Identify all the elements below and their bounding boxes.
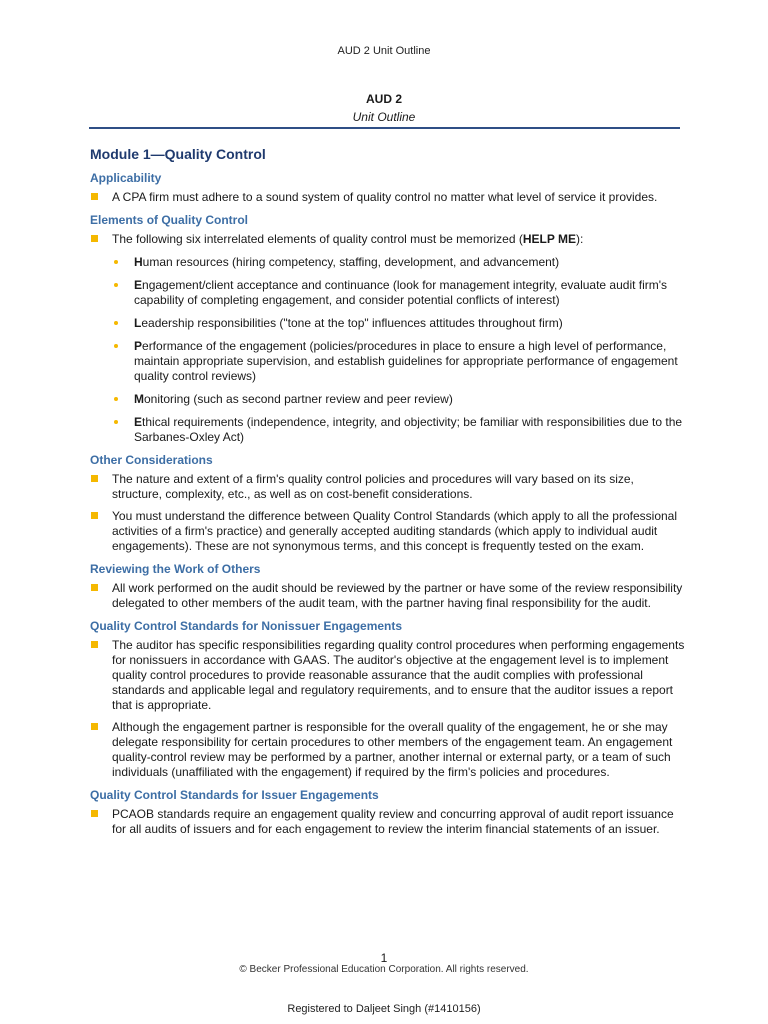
dot-bullet-icon — [114, 260, 118, 264]
page-number: 1 — [380, 951, 388, 965]
sub-list-item-text: erformance of the engagement (policies/procedures in place to ensure a high level of performance, maintain appropriate supervision, and establish guidelines for appropriate performance of engagement quality control reviews) — [134, 339, 678, 383]
mnemonic-letter: M — [134, 392, 144, 406]
section-heading-elements: Elements of Quality Control — [90, 213, 249, 227]
list-item — [90, 472, 685, 502]
square-bullet-icon — [91, 641, 98, 648]
document-title: AUD 2 — [365, 92, 402, 106]
section-heading-applicability: Applicability — [90, 171, 162, 185]
dot-bullet-icon — [114, 420, 118, 424]
square-bullet-icon — [91, 193, 98, 200]
list-item-text: A CPA firm must adhere to a sound system of quality control no matter what level of service it provides. — [112, 190, 658, 204]
section-heading-issuer: Quality Control Standards for Issuer Engagements — [90, 788, 379, 802]
dot-bullet-icon — [114, 283, 118, 287]
module-title: Module 1—Quality Control — [90, 146, 266, 162]
list-item-text: Although the engagement partner is responsible for the overall quality of the engagement, he or she may delegate responsibility for certain procedures to other members of the engagement team. An engagement quality-control review may be performed by a partner, another internal or external party, or a team of such individuals (unaffiliated with the engagement) if required by the firm's policies and procedures. — [112, 720, 673, 779]
sub-list-item — [112, 278, 685, 308]
running-header: AUD 2 Unit Outline — [337, 45, 431, 57]
dot-bullet-icon — [114, 344, 118, 348]
mnemonic-letter: E — [134, 415, 143, 429]
list-item-text: The nature and extent of a firm's quality control policies and procedures will vary based on its size, structure, complexity, etc., as well as on cost-benefit considerations. — [112, 472, 634, 501]
list-item-text-end: ): — [575, 232, 584, 246]
sub-list-item-text: ngagement/client acceptance and continuance (look for management integrity, evaluate audit firm's capability of completing engagement, and consider potential conflicts of interest) — [134, 278, 668, 307]
sub-list-item — [112, 392, 685, 407]
dot-bullet-icon — [114, 397, 118, 401]
list-item — [90, 509, 685, 554]
copyright-notice: © Becker Professional Education Corporation. All rights reserved. — [239, 964, 529, 975]
sub-list-item-text: thical requirements (independence, integrity, and objectivity; be familiar with responsibilities due to the Sarbanes-Oxley Act) — [134, 415, 683, 444]
sub-list-item — [112, 316, 685, 331]
list-item-text: The auditor has specific responsibilities regarding quality control procedures when performing engagements for nonissuers in accordance with GAAS. The auditor's objective at the engagement level is to implement quality control procedures to provide reasonable assurance that the audit complies with professional standards and applicable legal and regulatory requirements, and to ensure that the auditor issues a report that is appropriate. — [112, 638, 685, 712]
sub-list-item — [112, 339, 685, 384]
sub-list — [112, 255, 685, 445]
list-item-text: PCAOB standards require an engagement quality review and concurring approval of audit report issuance for all audits of issuers and for each engagement to review the interim financial statements of an issuer. — [112, 807, 674, 836]
square-bullet-icon — [91, 584, 98, 591]
list-item — [90, 807, 685, 837]
square-bullet-icon — [91, 723, 98, 730]
sub-list-item — [112, 415, 685, 445]
sub-list-item-text: onitoring (such as second partner review and peer review) — [144, 392, 453, 406]
title-divider — [89, 127, 680, 129]
sub-list-item-text: eadership responsibilities ("tone at the top" influences attitudes throughout firm) — [141, 316, 563, 330]
registration-notice: Registered to Daljeet Singh (#1410156) — [287, 1003, 481, 1015]
square-bullet-icon — [91, 512, 98, 519]
mnemonic-letter: E — [134, 278, 143, 292]
mnemonic-letter: L — [134, 316, 142, 330]
list-item-text: All work performed on the audit should be reviewed by the partner or have some of the review responsibility delegated to other members of the audit team, with the partner having final responsibility for the audit. — [112, 581, 683, 610]
section-heading-other-considerations: Other Considerations — [90, 453, 213, 467]
mnemonic-letter: P — [134, 339, 143, 353]
mnemonic-text: HELP ME — [522, 232, 576, 246]
list-item-text: You must understand the difference between Quality Control Standards (which apply to all the professional activities of a firm's practice) and generally accepted auditing standards (which apply to individual audit engagements). These are not synonymous terms, and this concept is frequently tested on the exam. — [112, 509, 678, 553]
section-heading-reviewing: Reviewing the Work of Others — [90, 562, 261, 576]
list-item — [90, 638, 685, 713]
list-item — [90, 581, 685, 611]
list-item — [90, 190, 685, 205]
square-bullet-icon — [91, 475, 98, 482]
list-item — [90, 232, 685, 445]
document-subtitle: Unit Outline — [352, 110, 416, 124]
list-item — [90, 720, 685, 780]
list-item-text: The following six interrelated elements of quality control must be memorized ( — [112, 232, 523, 246]
dot-bullet-icon — [114, 321, 118, 325]
square-bullet-icon — [91, 810, 98, 817]
sub-list-item-text: uman resources (hiring competency, staffing, development, and advancement) — [142, 255, 560, 269]
square-bullet-icon — [91, 235, 98, 242]
sub-list-item — [112, 255, 685, 270]
section-heading-nonissuer: Quality Control Standards for Nonissuer Engagements — [90, 619, 403, 633]
document-body — [90, 145, 685, 844]
mnemonic-letter: H — [134, 255, 143, 269]
